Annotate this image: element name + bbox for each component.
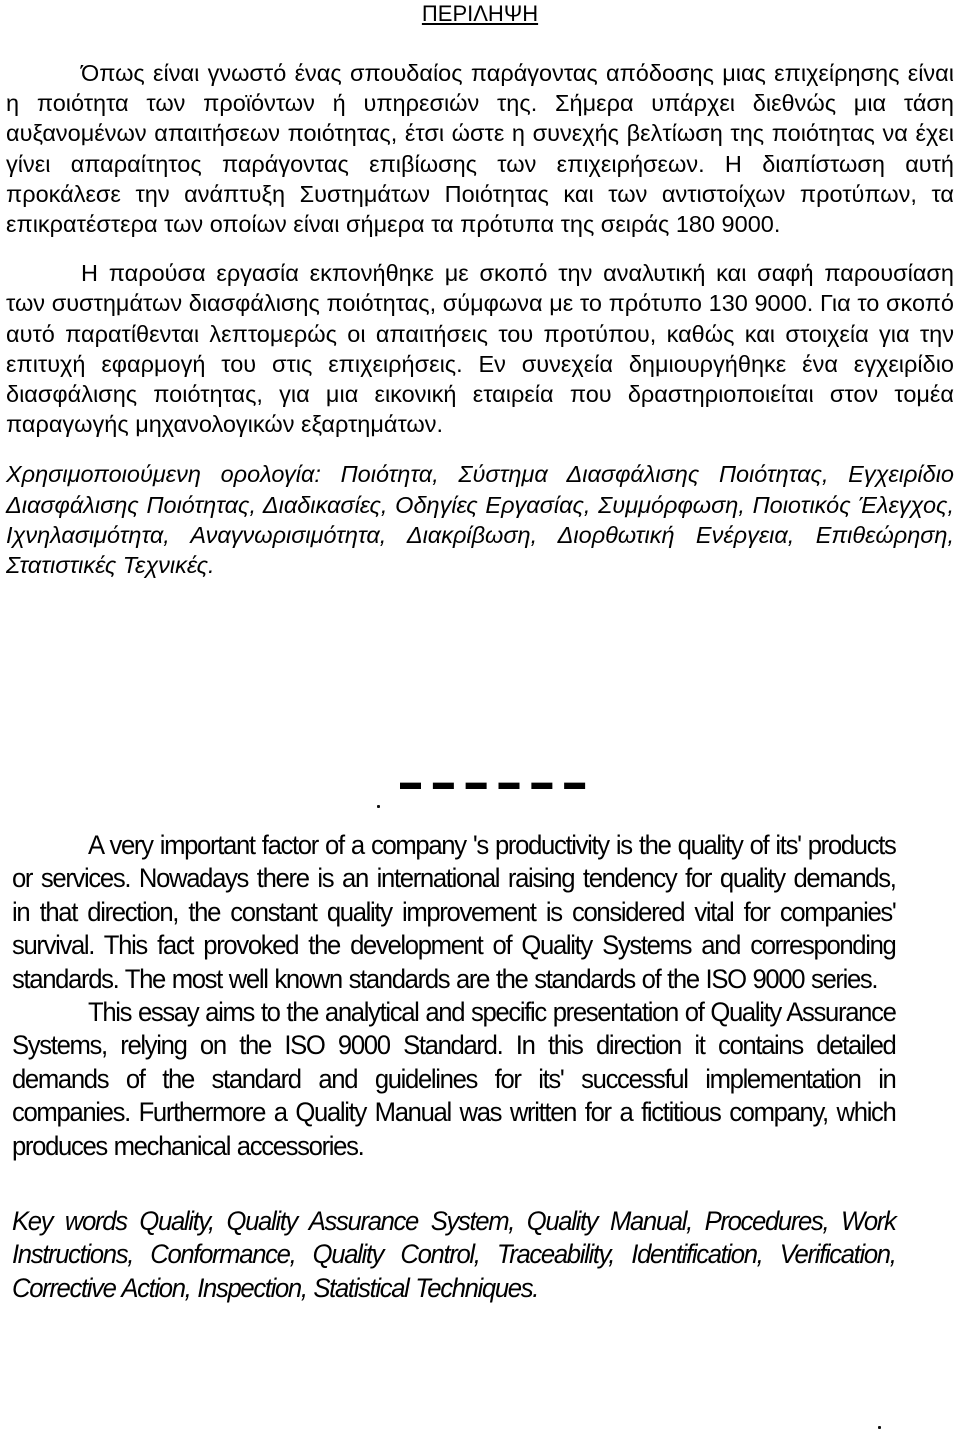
cropped-heading-artifact: ▬ ▬ ▬ ▬ ▬ ▬: [400, 771, 589, 794]
english-abstract-section: [12, 829, 896, 1305]
english-paragraph-1: A very important factor of a company 's productivity is the quality of its' products or services. Nowadays there is an international raising tendency for quality demands, in that direction, the constant quality improvement is considered vital for companies' survival. This fact provoked the development of Quality Systems and corresponding standards. The most well known standards are the standards of the ISO 9000 series.: [12, 830, 896, 994]
greek-summary-section: [6, 0, 954, 580]
greek-paragraph-1: Όπως είναι γνωστό ένας σπουδαίος παράγοντας απόδοσης μιας επιχείρησης είναι η ποιότητα των προϊόντων ή υπηρεσιών της. Σήμερα υπάρχει διεθνώς μια τάση αυξανομένων απαιτήσεων ποιότητας, έτσι ώστε η συνεχής βελτίωση της ποιότητας να έχει γίνει απαραίτητος παράγοντας επιβίωσης των επιχειρήσεων. Η διαπίστωση αυτή προκάλεσε την ανάπτυξη Συστημάτων Ποιότητας και των αντιστοίχων προτύπων, τα επικρατέστερα των οποίων είναι σήμερα τα πρότυπα της σειράς 180 9000.: [6, 60, 954, 238]
scan-speck: [377, 805, 380, 808]
greek-summary-title: ΠΕΡΙΛΗΨΗ: [421, 1, 539, 26]
english-paragraph-2: This essay aims to the analytical and specific presentation of Quality Assurance Systems, relying on the ISO 9000 Standard. In this direction it contains detailed demands of the standard and guidelines for its' successful implementation in companies. Furthermore a Quality Manual was written for a fictitious company, which produces mechanical accessories.: [12, 997, 896, 1161]
greek-keywords: Χρησιμοποιούμενη ορολογία: Ποιότητα, Σύστημα Διασφάλισης Ποιότητας, Εγχειρίδιο Διασφάλισης Ποιότητας, Διαδικασίες, Οδηγίες Εργασίας, Συμμόρφωση, Ποιοτικός Έλεγχος, Ιχνηλασιμότητα, Αναγνωρισιμότητα, Διακρίβωση, Διορθωτική Ενέργεια, Επιθεώρηση, Στατιστικές Τεχνικές.: [6, 461, 954, 579]
english-keywords: Key words Quality, Quality Assurance System, Quality Manual, Procedures, Work Instructions, Conformance, Quality Control, Traceability, Identification, Verification, Corrective Action, Inspection, Statistical Techniques.: [12, 1206, 896, 1303]
greek-paragraph-2: Η παρούσα εργασία εκπονήθηκε με σκοπό την αναλυτική και σαφή παρουσίαση των συστημάτων διασφάλισης ποιότητας, σύμφωνα με το πρότυπο 130 9000. Για το σκοπό αυτό παρατίθενται λεπτομερώς οι απαιτήσεις του προτύπου, καθώς και στοιχεία για την επιτυχή εφαρμογή του στις επιχειρήσεις. Εν συνεχεία δημιουργήθηκε ένα εγχειρίδιο διασφάλισης ποιότητας, για μια εικονική εταιρεία που δραστηριοποιείται στον τομέα παραγωγής μηχανολογικών εξαρτημάτων.: [6, 260, 954, 438]
